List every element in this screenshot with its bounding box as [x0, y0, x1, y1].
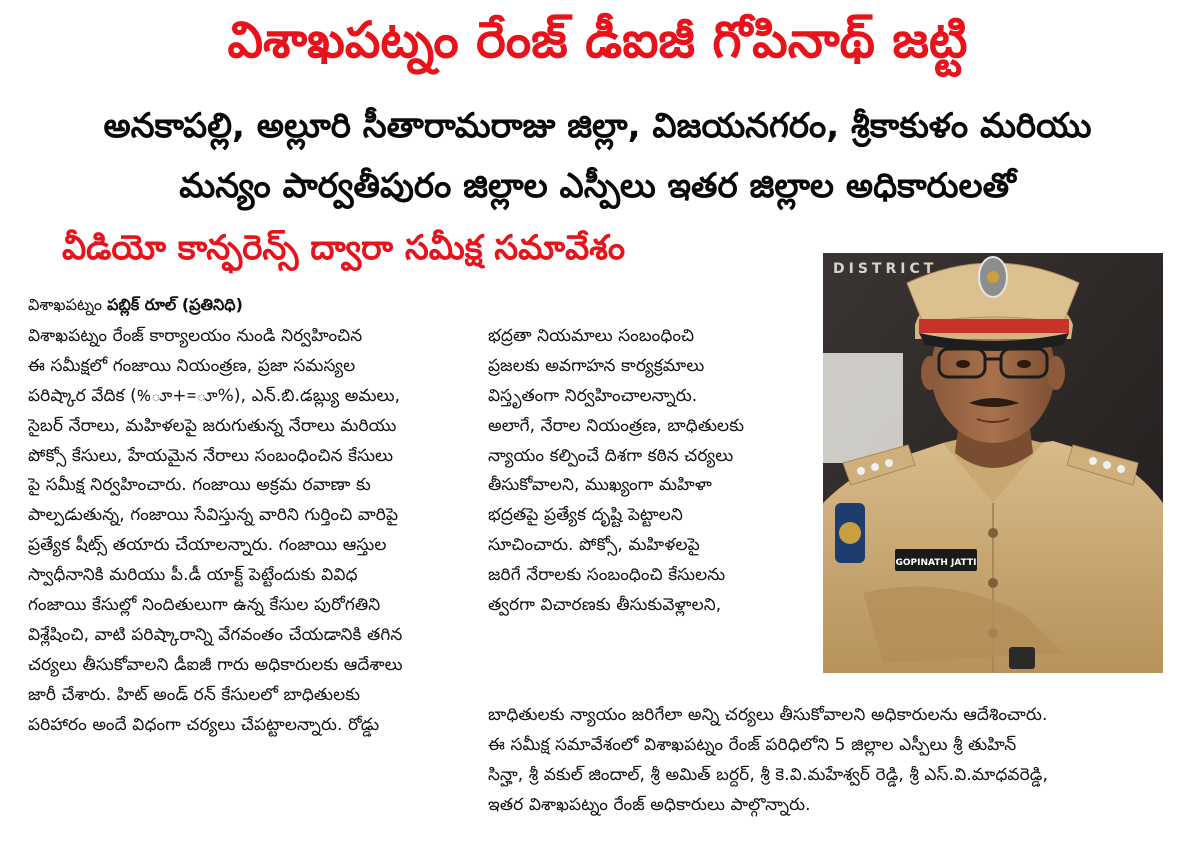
wide-column-line-4: ఇతర విశాఖపట్నం రేంజ్ అధికారులు పాల్గొన్నారు.: [488, 794, 811, 815]
column-1-line-8: ప్రత్యేక షీట్స్ తయారు చేయాలన్నారు. గంజాయి ఆస్తుల: [28, 535, 387, 556]
name-tag-text: GOPINATH JATTI: [895, 558, 977, 568]
column-1-line-13: జారీ చేశారు. హిట్ అండ్ రన్ కేసులలో బాధితులకు: [28, 684, 361, 705]
column-2-line-8: సూచించారు. పోక్సో, మహిళలపై: [488, 535, 700, 556]
wide-column-line-2: ఈ సమీక్ష సమావేశంలో విశాఖపట్నం రేంజ్ పరిధిలోని 5 జిల్లాల ఎస్పీలు శ్రీ తుహిన్: [488, 734, 1017, 755]
article-column-2: [488, 322, 806, 621]
article-column-1: [28, 322, 476, 740]
column-1-line-2: ఈ సమీక్షలో గంజాయి నియంత్రణ, ప్రజా సమస్యల: [28, 355, 356, 376]
dateline: [28, 294, 243, 316]
background-sign-text: DISTRICT: [833, 261, 938, 277]
subheading-line-1: అనకాపల్లి, అల్లూరి సీతారామరాజు జిల్లా, విజయనగరం, శ్రీకాకుళం మరియు: [103, 106, 1092, 146]
column-2-line-5: న్యాయం కల్పించే దిశగా కఠిన చర్యలు: [488, 445, 734, 466]
subheading-line-3: వీడియో కాన్ఫరెన్స్ ద్వారా సమీక్ష సమావేశం: [62, 228, 626, 268]
column-2-line-10: త్వరగా విచారణకు తీసుకువెళ్లాలని,: [488, 595, 722, 616]
column-1-line-7: పాల్పడుతున్న, గంజాయి సేవిస్తున్న వారిని గుర్తించి వారిపై: [28, 505, 399, 526]
officer-photo-illustration: [823, 253, 1163, 673]
wide-column-line-1: బాధితులకు న్యాయం జరిగేలా అన్ని చర్యలు తీసుకోవాలని అధికారులను ఆదేశించారు.: [488, 705, 1048, 725]
wide-column-line-3: సిన్హా, శ్రీ వకుల్ జిందాల్, శ్రీ అమిత్ బర్దర్, శ్రీ కె.వి.మహేశ్వర్ రెడ్డి, శ్రీ ఎస్.వి.మాధవరెడ్డి,: [488, 764, 1048, 785]
subheading-line-2: మన్యం పార్వతీపురం జిల్లాల ఎస్పీలు ఇతర జిల్లాల అధికారులతో: [179, 166, 1016, 206]
dateline-source: పబ్లిక్ రూల్ (ప్రతినిధి): [107, 295, 243, 314]
column-1-line-4: సైబర్ నేరాలు, మహిళలపై జరుగుతున్న నేరాలు మరియు: [28, 415, 397, 436]
column-2-line-4: అలాగే, నేరాల నియంత్రణ, బాధితులకు: [488, 415, 745, 436]
dateline-place: విశాఖపట్నం: [28, 295, 103, 314]
column-1-line-1: విశాఖపట్నం రేంజ్ కార్యాలయం నుండి నిర్వహించిన: [28, 326, 363, 346]
column-1-line-12: చర్యలు తీసుకోవాలని డీఐజీ గారు అధికారులకు ఆదేశాలు: [28, 654, 403, 675]
column-1-line-14: పరిహారం అందే విధంగా చర్యలు చేపట్టాలన్నారు. రోడ్డు: [28, 714, 380, 735]
column-2-line-2: ప్రజలకు అవగాహన కార్యక్రమాలు: [488, 355, 705, 376]
column-1-line-6: పై సమీక్ష నిర్వహించారు. గంజాయి అక్రమ రవాణా కు: [28, 475, 371, 496]
column-1-line-10: గంజాయి కేసుల్లో నిందితులుగా ఉన్న కేసుల పురోగతిని: [28, 595, 381, 616]
column-1-line-5: పోక్సో కేసులు, హేయమైన నేరాలు సంబంధించిన కేసులు: [28, 445, 394, 466]
column-1-line-3: పరిష్కార వేదిక (%ూ+=ూ%), ఎన్.బి.డబ్ల్యు అమలు,: [28, 385, 401, 406]
article-wide-column: [488, 701, 1178, 821]
column-2-line-6: తీసుకోవాలని, ముఖ్యంగా మహిళా: [488, 475, 712, 496]
column-1-line-11: విశ్లేషించి, వాటి పరిష్కారాన్ని వేగవంతం చేయడానికి తగిన: [28, 624, 403, 645]
column-2-line-7: భద్రతపై ప్రత్యేక దృష్టి పెట్టాలని: [488, 505, 683, 526]
column-2-line-9: జరిగే నేరాలకు సంబంధించి కేసులను: [488, 565, 726, 586]
column-1-line-9: స్వాధీనానికి మరియు పీ.డీ యాక్ట్ పెట్టేందుకు వివిధ: [28, 565, 358, 586]
column-2-line-3: విస్తృతంగా నిర్వహించాలన్నారు.: [488, 385, 698, 406]
column-2-line-1: భద్రతా నియమాలు సంబంధించి: [488, 326, 695, 346]
headline: విశాఖపట్నం రేంజ్ డీఐజీ గోపినాథ్ జట్టి: [227, 11, 968, 69]
officer-photo: [823, 253, 1163, 673]
